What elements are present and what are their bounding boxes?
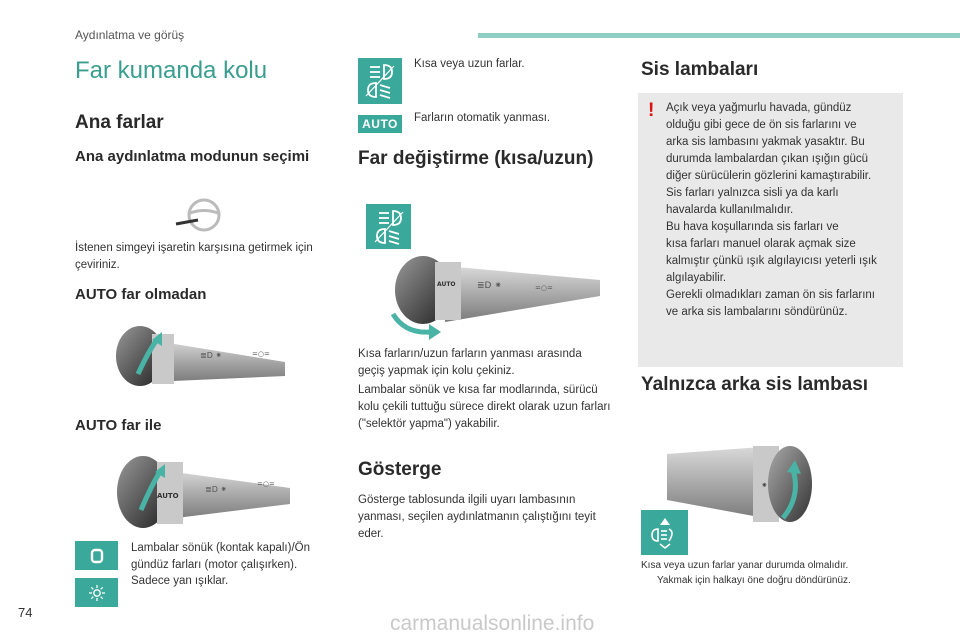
auto-text: Farların otomatik yanması. <box>414 112 551 124</box>
rear-fog-tile <box>641 510 688 555</box>
heading-fog-lamps: Sis lambaları <box>641 59 759 80</box>
lever-auto-marking: AUTO <box>157 492 179 500</box>
rear-fog-note: Kısa veya uzun farlar yanar durumda olmalıdır. <box>641 560 849 571</box>
auto-tile <box>358 115 402 133</box>
heading-indicator: Gösterge <box>358 459 442 480</box>
warning-line: Gerekli olmadıkları zaman ön sis farlarını <box>666 289 875 301</box>
flash-text: Lambalar sönük ve kısa far modlarında, sürücü kolu çekili tuttuğu sürece direkt olarak uzun farları ("selektör yapma") yakabilir. <box>358 384 611 430</box>
steering-wheel-mark-icon <box>172 196 228 236</box>
warning-line: Açık veya yağmurlu havada, gündüz <box>666 102 852 114</box>
page-number: 74 <box>18 605 33 620</box>
svg-text:≣D ⁕: ≣D ⁕ <box>477 281 502 291</box>
auto-label: AUTO <box>362 117 398 131</box>
dipped-main-text: Kısa veya uzun farlar. <box>414 58 525 70</box>
beam-switch-icon <box>371 208 407 246</box>
svg-text:=○=: =○= <box>535 284 553 292</box>
heading-without-auto: AUTO far olmadan <box>75 286 207 303</box>
warning-line: Bu hava koşullarında sis farları ve <box>666 221 839 233</box>
svg-text:=○=: =○= <box>252 350 270 358</box>
rear-fog-step: Yakmak için halkayı öne doğru döndürünüz. <box>657 575 851 586</box>
svg-text:=○=: =○= <box>257 480 275 488</box>
beam-switch-tile <box>366 204 411 249</box>
warning-line: Sis farları yalnızca sisli ya da karlı <box>666 187 839 199</box>
dipped-main-tile <box>358 58 402 104</box>
svg-text:⁕: ⁕ <box>761 481 768 490</box>
warning-line: olduğu gibi gece de ön sis farlarını ve <box>666 119 857 131</box>
heading-rear-fog: Yalnızca arka sis lambası <box>641 374 869 395</box>
page-title: Far kumanda kolu <box>75 57 268 84</box>
warning-line: arka sis lambasını yakmak yasaktır. Bu <box>666 136 865 148</box>
lever-with-auto-illustration <box>105 450 300 532</box>
fog-warning-text <box>666 100 901 321</box>
lights-off-text: Lambalar sönük (kontak kapalı)/Ön gündüz farları (motor çalışırken). <box>131 542 310 571</box>
warning-line: havalarda kullanılmalıdır. <box>666 204 794 216</box>
section-header: Aydınlatma ve görüş <box>75 28 185 42</box>
lights-off-icon <box>89 548 105 564</box>
indicator-text: Gösterge tablosunda ilgili uyarı lambasının yanması, seçilen aydınlatmanın çalıştığını teyit eder. <box>358 494 596 540</box>
lever-without-auto-illustration <box>100 322 295 390</box>
switch-lever-auto-marking: AUTO <box>437 281 456 288</box>
svg-text:≣D ⁕: ≣D ⁕ <box>200 351 223 360</box>
side-lights-text: Sadece yan ışıklar. <box>131 575 229 587</box>
dipped-main-beam-icon <box>362 62 398 100</box>
side-lights-icon <box>88 584 106 602</box>
warning-line: durumda lambalardan çıkan ışığın gücü <box>666 153 869 165</box>
heading-beam-switching: Far değiştirme (kısa/uzun) <box>358 148 594 169</box>
warning-line: algılayabilir. <box>666 272 727 284</box>
rear-fog-icon <box>650 516 680 550</box>
warning-mark-icon: ! <box>648 100 655 121</box>
lights-off-tile <box>75 541 118 570</box>
side-lights-tile <box>75 578 118 607</box>
mode-instructions: İstenen simgeyi işaretin karşısına getirmek için çeviriniz. <box>75 242 313 271</box>
warning-line: ve arka sis lambalarını söndürünüz. <box>666 306 848 318</box>
header-accent-bar <box>478 33 960 38</box>
heading-mode-selection: Ana aydınlatma modunun seçimi <box>75 148 310 165</box>
heading-head-lamps: Ana farlar <box>75 112 164 133</box>
warning-line: kalmıştır çünkü ışık algılayıcısı yeterli ışık <box>666 255 877 267</box>
warning-line: kısa farları manuel olarak açmak size <box>666 238 856 250</box>
warning-line: diğer sürücülerin gözlerini kamaştırabilir. <box>666 170 872 182</box>
watermark: carmanualsonline.info <box>390 612 595 635</box>
pull-text: Kısa farların/uzun farların yanması arasında geçiş yapmak için kolu çekiniz. <box>358 348 582 377</box>
heading-with-auto: AUTO far ile <box>75 417 162 434</box>
svg-text:≣D ⁕: ≣D ⁕ <box>205 485 228 494</box>
lever-switching-illustration <box>385 252 605 340</box>
